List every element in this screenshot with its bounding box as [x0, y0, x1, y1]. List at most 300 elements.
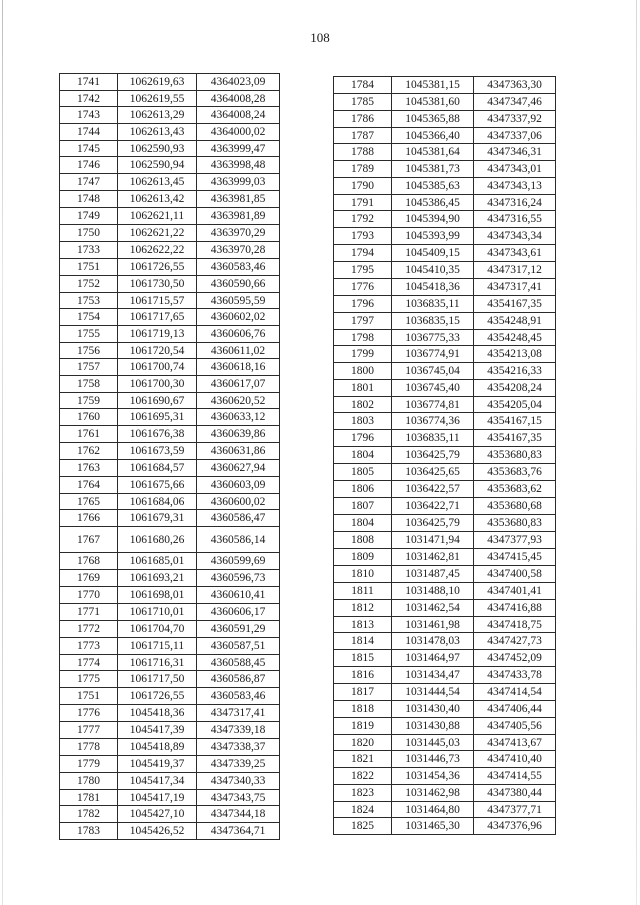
table-row — [334, 650, 556, 667]
point-number-cell: 1792 — [334, 211, 392, 228]
table-row — [334, 430, 556, 447]
y-coordinate-cell: 4354248,91 — [474, 313, 556, 330]
x-coordinate-cell: 1031462,98 — [392, 785, 474, 802]
point-number-cell: 1824 — [334, 802, 392, 818]
x-coordinate-cell: 1062621,11 — [118, 208, 197, 225]
scan-edge-right — [636, 0, 637, 905]
table-row — [60, 823, 280, 840]
point-number-cell: 1759 — [60, 393, 118, 409]
x-coordinate-cell: 1062621,22 — [118, 225, 197, 242]
y-coordinate-cell: 4360596,73 — [197, 570, 280, 587]
table-row — [60, 376, 280, 393]
x-coordinate-cell: 1045409,15 — [392, 245, 474, 262]
point-number-cell: 1751 — [60, 259, 118, 276]
table-row — [60, 705, 280, 722]
point-number-cell: 1782 — [60, 806, 118, 823]
point-number-cell: 1800 — [334, 363, 392, 380]
y-coordinate-cell: 4360583,46 — [197, 688, 280, 705]
table-row — [334, 515, 556, 532]
table-row — [60, 191, 280, 208]
table-row — [60, 276, 280, 293]
x-coordinate-cell: 1045366,40 — [392, 128, 474, 144]
y-coordinate-cell: 4360618,16 — [197, 359, 280, 376]
table-row — [60, 790, 280, 806]
y-coordinate-cell: 4353683,76 — [474, 464, 556, 481]
x-coordinate-cell: 1061716,31 — [118, 655, 197, 671]
x-coordinate-cell: 1031462,81 — [392, 549, 474, 566]
point-number-cell: 1783 — [60, 823, 118, 840]
table-row — [334, 128, 556, 144]
y-coordinate-cell: 4347317,12 — [474, 262, 556, 279]
x-coordinate-cell: 1061679,31 — [118, 510, 197, 527]
x-coordinate-cell: 1031430,88 — [392, 718, 474, 735]
point-number-cell: 1776 — [60, 705, 118, 722]
table-row — [334, 785, 556, 802]
table-row — [60, 174, 280, 191]
x-coordinate-cell: 1045417,39 — [118, 722, 197, 739]
y-coordinate-cell: 4347418,75 — [474, 617, 556, 633]
x-coordinate-cell: 1061700,74 — [118, 359, 197, 376]
y-coordinate-cell: 4347343,61 — [474, 245, 556, 262]
y-coordinate-cell: 4360620,52 — [197, 393, 280, 409]
point-number-cell: 1822 — [334, 768, 392, 785]
y-coordinate-cell: 4347343,13 — [474, 178, 556, 195]
table-row — [60, 343, 280, 359]
table-row — [60, 587, 280, 604]
x-coordinate-cell: 1031434,47 — [392, 667, 474, 684]
x-coordinate-cell: 1061717,65 — [118, 309, 197, 326]
table-row — [334, 330, 556, 346]
table-row — [334, 195, 556, 211]
y-coordinate-cell: 4363970,28 — [197, 242, 280, 259]
y-coordinate-cell: 4354213,08 — [474, 346, 556, 363]
point-number-cell: 1743 — [60, 107, 118, 124]
point-number-cell: 1742 — [60, 91, 118, 107]
point-number-cell: 1819 — [334, 718, 392, 735]
x-coordinate-cell: 1036774,81 — [392, 397, 474, 413]
point-number-cell: 1814 — [334, 633, 392, 650]
x-coordinate-cell: 1061698,01 — [118, 587, 197, 604]
point-number-cell: 1809 — [334, 549, 392, 566]
point-number-cell: 1779 — [60, 756, 118, 773]
x-coordinate-cell: 1036774,36 — [392, 413, 474, 430]
table-row — [334, 296, 556, 313]
point-number-cell: 1808 — [334, 532, 392, 549]
y-coordinate-cell: 4347364,71 — [197, 823, 280, 840]
y-coordinate-cell: 4353680,83 — [474, 447, 556, 464]
x-coordinate-cell: 1031478,03 — [392, 633, 474, 650]
point-number-cell: 1793 — [334, 228, 392, 245]
point-number-cell: 1765 — [60, 494, 118, 510]
table-row — [334, 667, 556, 684]
x-coordinate-cell: 1045426,52 — [118, 823, 197, 840]
x-coordinate-cell: 1036775,33 — [392, 330, 474, 346]
x-coordinate-cell: 1036835,11 — [392, 430, 474, 447]
table-row — [334, 363, 556, 380]
y-coordinate-cell: 4347337,06 — [474, 128, 556, 144]
y-coordinate-cell: 4354167,35 — [474, 296, 556, 313]
x-coordinate-cell: 1045394,90 — [392, 211, 474, 228]
x-coordinate-cell: 1045418,36 — [392, 279, 474, 296]
point-number-cell: 1816 — [334, 667, 392, 684]
x-coordinate-cell: 1062613,29 — [118, 107, 197, 124]
table-row — [334, 111, 556, 128]
y-coordinate-cell: 4360600,02 — [197, 494, 280, 510]
y-coordinate-cell: 4347337,92 — [474, 111, 556, 128]
x-coordinate-cell: 1061673,59 — [118, 443, 197, 460]
y-coordinate-cell: 4360631,86 — [197, 443, 280, 460]
x-coordinate-cell: 1045381,64 — [392, 144, 474, 161]
table-row — [60, 242, 280, 259]
table-row — [334, 818, 556, 835]
y-coordinate-cell: 4364000,02 — [197, 124, 280, 141]
point-number-cell: 1812 — [334, 600, 392, 617]
y-coordinate-cell: 4360611,02 — [197, 343, 280, 359]
point-number-cell: 1762 — [60, 443, 118, 460]
y-coordinate-cell: 4347405,56 — [474, 718, 556, 735]
table-row — [60, 359, 280, 376]
point-number-cell: 1810 — [334, 566, 392, 583]
x-coordinate-cell: 1045381,60 — [392, 94, 474, 111]
table-row — [60, 107, 280, 124]
table-row — [60, 124, 280, 141]
table-row — [334, 211, 556, 228]
table-row — [60, 638, 280, 655]
y-coordinate-cell: 4354205,04 — [474, 397, 556, 413]
y-coordinate-cell: 4364023,09 — [197, 74, 280, 91]
x-coordinate-cell: 1031471,94 — [392, 532, 474, 549]
point-number-cell: 1804 — [334, 447, 392, 464]
table-row — [334, 735, 556, 751]
point-number-cell: 1778 — [60, 739, 118, 756]
table-row — [334, 532, 556, 549]
table-row — [60, 409, 280, 426]
x-coordinate-cell: 1062613,42 — [118, 191, 197, 208]
table-row — [334, 447, 556, 464]
y-coordinate-cell: 4347376,96 — [474, 818, 556, 835]
point-number-cell: 1796 — [334, 296, 392, 313]
y-coordinate-cell: 4360583,46 — [197, 259, 280, 276]
y-coordinate-cell: 4360595,59 — [197, 293, 280, 309]
y-coordinate-cell: 4363998,48 — [197, 157, 280, 174]
y-coordinate-cell: 4347363,30 — [474, 77, 556, 94]
y-coordinate-cell: 4363981,89 — [197, 208, 280, 225]
x-coordinate-cell: 1061719,13 — [118, 326, 197, 343]
y-coordinate-cell: 4360586,87 — [197, 671, 280, 688]
x-coordinate-cell: 1045410,35 — [392, 262, 474, 279]
x-coordinate-cell: 1036425,79 — [392, 515, 474, 532]
point-number-cell: 1815 — [334, 650, 392, 667]
table-row — [334, 617, 556, 633]
point-number-cell: 1818 — [334, 701, 392, 718]
x-coordinate-cell: 1061684,57 — [118, 460, 197, 477]
point-number-cell: 1741 — [60, 74, 118, 91]
y-coordinate-cell: 4360639,86 — [197, 426, 280, 443]
coordinates-table-right — [333, 76, 556, 835]
point-number-cell: 1802 — [334, 397, 392, 413]
point-number-cell: 1746 — [60, 157, 118, 174]
y-coordinate-cell: 4347401,41 — [474, 583, 556, 600]
y-coordinate-cell: 4363999,03 — [197, 174, 280, 191]
table-row — [60, 722, 280, 739]
table-row — [334, 262, 556, 279]
y-coordinate-cell: 4347316,24 — [474, 195, 556, 211]
point-number-cell: 1761 — [60, 426, 118, 443]
table-row — [60, 756, 280, 773]
table-row — [60, 553, 280, 570]
y-coordinate-cell: 4364008,24 — [197, 107, 280, 124]
point-number-cell: 1749 — [60, 208, 118, 225]
point-number-cell: 1796 — [334, 430, 392, 447]
point-number-cell: 1756 — [60, 343, 118, 359]
table-row — [334, 751, 556, 768]
point-number-cell: 1748 — [60, 191, 118, 208]
table-row — [60, 393, 280, 409]
point-number-cell: 1820 — [334, 735, 392, 751]
table-row — [60, 739, 280, 756]
y-coordinate-cell: 4347377,71 — [474, 802, 556, 818]
y-coordinate-cell: 4360591,29 — [197, 621, 280, 638]
point-number-cell: 1805 — [334, 464, 392, 481]
y-coordinate-cell: 4347415,45 — [474, 549, 556, 566]
point-number-cell: 1744 — [60, 124, 118, 141]
x-coordinate-cell: 1061693,21 — [118, 570, 197, 587]
x-coordinate-cell: 1061730,50 — [118, 276, 197, 293]
x-coordinate-cell: 1031462,54 — [392, 600, 474, 617]
table-row — [60, 157, 280, 174]
point-number-cell: 1745 — [60, 141, 118, 157]
x-coordinate-cell: 1036835,11 — [392, 296, 474, 313]
table-row — [334, 178, 556, 195]
x-coordinate-cell: 1061695,31 — [118, 409, 197, 426]
y-coordinate-cell: 4360606,17 — [197, 604, 280, 621]
x-coordinate-cell: 1061710,01 — [118, 604, 197, 621]
point-number-cell: 1777 — [60, 722, 118, 739]
table-row — [60, 208, 280, 225]
y-coordinate-cell: 4360588,45 — [197, 655, 280, 671]
table-row — [334, 279, 556, 296]
table-row — [60, 309, 280, 326]
x-coordinate-cell: 1061726,55 — [118, 259, 197, 276]
table-row — [60, 259, 280, 276]
point-number-cell: 1754 — [60, 309, 118, 326]
point-number-cell: 1817 — [334, 684, 392, 701]
x-coordinate-cell: 1031446,73 — [392, 751, 474, 768]
y-coordinate-cell: 4353683,62 — [474, 481, 556, 498]
point-number-cell: 1803 — [334, 413, 392, 430]
point-number-cell: 1769 — [60, 570, 118, 587]
point-number-cell: 1763 — [60, 460, 118, 477]
point-number-cell: 1776 — [334, 279, 392, 296]
x-coordinate-cell: 1036745,40 — [392, 380, 474, 397]
point-number-cell: 1750 — [60, 225, 118, 242]
point-number-cell: 1813 — [334, 617, 392, 633]
y-coordinate-cell: 4360606,76 — [197, 326, 280, 343]
x-coordinate-cell: 1045385,63 — [392, 178, 474, 195]
x-coordinate-cell: 1036835,15 — [392, 313, 474, 330]
x-coordinate-cell: 1031465,30 — [392, 818, 474, 835]
x-coordinate-cell: 1062590,94 — [118, 157, 197, 174]
table-row — [60, 570, 280, 587]
y-coordinate-cell: 4360586,47 — [197, 510, 280, 527]
table-row — [334, 413, 556, 430]
table-row — [60, 671, 280, 688]
point-number-cell: 1806 — [334, 481, 392, 498]
x-coordinate-cell: 1045365,88 — [392, 111, 474, 128]
y-coordinate-cell: 4363999,47 — [197, 141, 280, 157]
point-number-cell: 1772 — [60, 621, 118, 638]
y-coordinate-cell: 4347416,88 — [474, 600, 556, 617]
point-number-cell: 1764 — [60, 477, 118, 494]
x-coordinate-cell: 1036422,71 — [392, 498, 474, 515]
y-coordinate-cell: 4360587,51 — [197, 638, 280, 655]
y-coordinate-cell: 4360599,69 — [197, 553, 280, 570]
x-coordinate-cell: 1045381,73 — [392, 161, 474, 178]
point-number-cell: 1821 — [334, 751, 392, 768]
point-number-cell: 1752 — [60, 276, 118, 293]
y-coordinate-cell: 4347347,46 — [474, 94, 556, 111]
table-row — [334, 346, 556, 363]
table-row — [334, 498, 556, 515]
table-row — [60, 91, 280, 107]
point-number-cell: 1757 — [60, 359, 118, 376]
y-coordinate-cell: 4347414,55 — [474, 768, 556, 785]
table-row — [334, 600, 556, 617]
table-row — [334, 77, 556, 94]
x-coordinate-cell: 1061720,54 — [118, 343, 197, 359]
y-coordinate-cell: 4347377,93 — [474, 532, 556, 549]
y-coordinate-cell: 4354167,15 — [474, 413, 556, 430]
table-row — [334, 701, 556, 718]
point-number-cell: 1733 — [60, 242, 118, 259]
table-row — [334, 633, 556, 650]
table-row — [60, 806, 280, 823]
x-coordinate-cell: 1031461,98 — [392, 617, 474, 633]
x-coordinate-cell: 1036425,79 — [392, 447, 474, 464]
y-coordinate-cell: 4347339,18 — [197, 722, 280, 739]
y-coordinate-cell: 4354216,33 — [474, 363, 556, 380]
x-coordinate-cell: 1061717,50 — [118, 671, 197, 688]
y-coordinate-cell: 4347316,55 — [474, 211, 556, 228]
table-row — [60, 141, 280, 157]
x-coordinate-cell: 1061675,66 — [118, 477, 197, 494]
x-coordinate-cell: 1045418,36 — [118, 705, 197, 722]
x-coordinate-cell: 1045419,37 — [118, 756, 197, 773]
y-coordinate-cell: 4347343,34 — [474, 228, 556, 245]
x-coordinate-cell: 1061676,38 — [118, 426, 197, 443]
x-coordinate-cell: 1031444,54 — [392, 684, 474, 701]
y-coordinate-cell: 4363981,85 — [197, 191, 280, 208]
point-number-cell: 1797 — [334, 313, 392, 330]
point-number-cell: 1804 — [334, 515, 392, 532]
table-row — [60, 773, 280, 790]
table-row — [60, 621, 280, 638]
x-coordinate-cell: 1062619,63 — [118, 74, 197, 91]
y-coordinate-cell: 4360602,02 — [197, 309, 280, 326]
y-coordinate-cell: 4360617,07 — [197, 376, 280, 393]
x-coordinate-cell: 1061684,06 — [118, 494, 197, 510]
x-coordinate-cell: 1031430,40 — [392, 701, 474, 718]
table-row — [334, 583, 556, 600]
y-coordinate-cell: 4364008,28 — [197, 91, 280, 107]
y-coordinate-cell: 4347340,33 — [197, 773, 280, 790]
table-row — [334, 464, 556, 481]
point-number-cell: 1767 — [60, 527, 118, 553]
x-coordinate-cell: 1061685,01 — [118, 553, 197, 570]
point-number-cell: 1780 — [60, 773, 118, 790]
y-coordinate-cell: 4347414,54 — [474, 684, 556, 701]
table-row — [60, 494, 280, 510]
table-row — [334, 566, 556, 583]
table-row — [60, 426, 280, 443]
table-row — [60, 510, 280, 527]
x-coordinate-cell: 1045427,10 — [118, 806, 197, 823]
table-row — [334, 313, 556, 330]
y-coordinate-cell: 4360590,66 — [197, 276, 280, 293]
x-coordinate-cell: 1062613,43 — [118, 124, 197, 141]
table-row — [60, 293, 280, 309]
y-coordinate-cell: 4347452,09 — [474, 650, 556, 667]
coordinates-table-left — [59, 73, 280, 840]
point-number-cell: 1811 — [334, 583, 392, 600]
y-coordinate-cell: 4353680,83 — [474, 515, 556, 532]
point-number-cell: 1794 — [334, 245, 392, 262]
table-row — [334, 718, 556, 735]
x-coordinate-cell: 1062619,55 — [118, 91, 197, 107]
point-number-cell: 1787 — [334, 128, 392, 144]
y-coordinate-cell: 4354167,35 — [474, 430, 556, 447]
table-row — [60, 477, 280, 494]
page-number: 108 — [310, 30, 330, 45]
table-row — [334, 144, 556, 161]
y-coordinate-cell: 4347400,58 — [474, 566, 556, 583]
y-coordinate-cell: 4360610,41 — [197, 587, 280, 604]
y-coordinate-cell: 4347344,18 — [197, 806, 280, 823]
point-number-cell: 1795 — [334, 262, 392, 279]
point-number-cell: 1807 — [334, 498, 392, 515]
x-coordinate-cell: 1031487,45 — [392, 566, 474, 583]
y-coordinate-cell: 4363970,29 — [197, 225, 280, 242]
table-row — [60, 326, 280, 343]
table-row — [60, 604, 280, 621]
y-coordinate-cell: 4347406,44 — [474, 701, 556, 718]
x-coordinate-cell: 1062622,22 — [118, 242, 197, 259]
point-number-cell: 1747 — [60, 174, 118, 191]
x-coordinate-cell: 1061715,57 — [118, 293, 197, 309]
y-coordinate-cell: 4354208,24 — [474, 380, 556, 397]
x-coordinate-cell: 1036422,57 — [392, 481, 474, 498]
y-coordinate-cell: 4360603,09 — [197, 477, 280, 494]
y-coordinate-cell: 4360586,14 — [197, 527, 280, 553]
y-coordinate-cell: 4360633,12 — [197, 409, 280, 426]
point-number-cell: 1774 — [60, 655, 118, 671]
x-coordinate-cell: 1062590,93 — [118, 141, 197, 157]
point-number-cell: 1753 — [60, 293, 118, 309]
point-number-cell: 1785 — [334, 94, 392, 111]
y-coordinate-cell: 4347338,37 — [197, 739, 280, 756]
point-number-cell: 1791 — [334, 195, 392, 211]
x-coordinate-cell: 1045417,34 — [118, 773, 197, 790]
table-row — [334, 380, 556, 397]
table-row — [334, 245, 556, 262]
table-row — [334, 397, 556, 413]
x-coordinate-cell: 1045393,99 — [392, 228, 474, 245]
table-row — [334, 549, 556, 566]
x-coordinate-cell: 1045418,89 — [118, 739, 197, 756]
point-number-cell: 1786 — [334, 111, 392, 128]
y-coordinate-cell: 4360627,94 — [197, 460, 280, 477]
point-number-cell: 1798 — [334, 330, 392, 346]
